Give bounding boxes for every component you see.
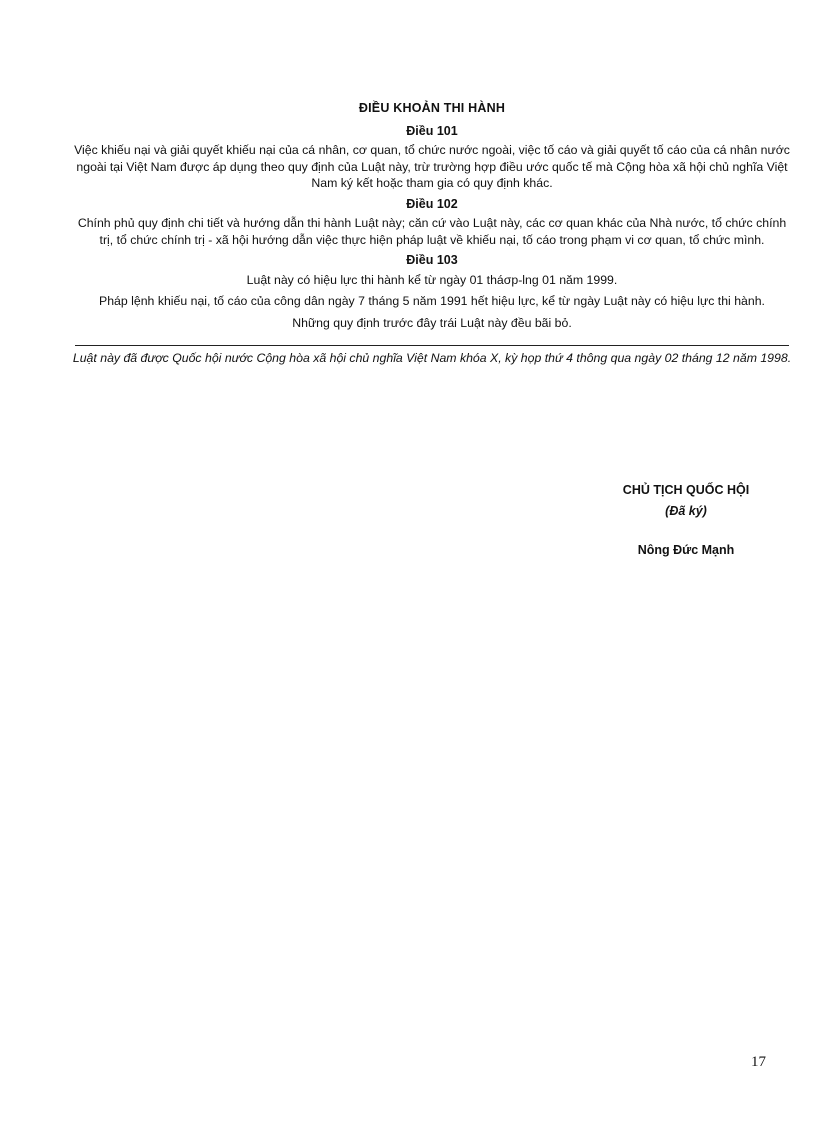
page-number: 17 <box>751 1054 766 1070</box>
footnote: Luật này đã được Quốc hội nước Cộng hòa xã hội chủ nghĩa Việt Nam khóa X, kỳ họp thứ 4 thông qua ngày 02 tháng 12 năm 1998. <box>72 351 792 365</box>
signer-name: Nông Đức Mạnh <box>637 543 735 557</box>
chapter-title: ĐIỀU KHOẢN THI HÀNH <box>358 101 506 115</box>
article-heading: Điều 102 <box>406 196 458 211</box>
article-101 <box>72 123 792 192</box>
article-paragraph: Pháp lệnh khiếu nại, tố cáo của công dân ngày 7 tháng 5 năm 1991 hết hiệu lực, kể từ ngày Luật này có hiệu lực thi hành. <box>99 294 765 308</box>
footnote-divider <box>75 345 789 346</box>
article-102 <box>72 196 792 249</box>
article-paragraph: Chính phủ quy định chi tiết và hướng dẫn thi hành Luật này; căn cứ vào Luật này, các cơ quan khác của Nhà nước, tổ chức chính trị, tổ chức chính trị - xã hội hướng dẫn việc thực hiện pháp luật về khiếu nại, tố cáo trong phạm vi cơ quan, tổ chức mình. <box>77 216 787 247</box>
article-paragraph: Những quy định trước đây trái Luật này đều bãi bỏ. <box>292 315 572 330</box>
article-paragraph: Việc khiếu nại và giải quyết khiếu nại của cá nhân, cơ quan, tổ chức nước ngoài, việc tố cáo và giải quyết tố cáo của cá nhân nước ngoài tại Việt Nam được áp dụng theo quy định của Luật này, trừ trường hợp điều ước quốc tế mà Cộng hòa xã hội chủ nghĩa Việt Nam ký kết hoặc tham gia có quy định khác. <box>74 143 790 190</box>
article-paragraph: Luật này có hiệu lực thi hành kể từ ngày 01 tháσp-lng 01 năm 1999. <box>246 272 618 287</box>
document-body <box>72 100 792 367</box>
article-heading: Điều 101 <box>406 123 458 138</box>
article-heading: Điều 103 <box>406 253 458 267</box>
article-103 <box>72 252 792 331</box>
signer-title: CHỦ TỊCH QUỐC HỘI <box>622 483 750 497</box>
signed-note: (Đã ký) <box>665 504 707 518</box>
signature-block <box>596 480 776 561</box>
